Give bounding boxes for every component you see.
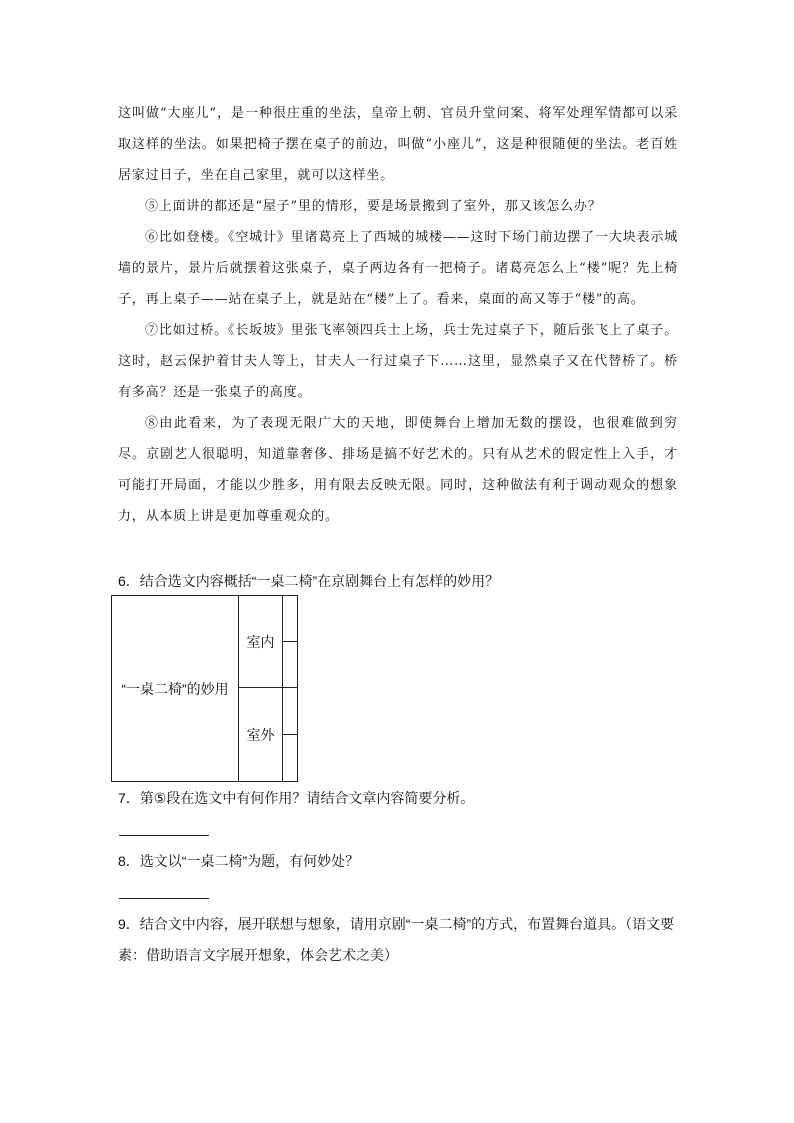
table-row-indoor-label: 室内: [246, 633, 275, 650]
question-6: [118, 566, 688, 597]
question-7: [118, 783, 688, 814]
passage-paragraph-8: ⑧由此看来，为了表现无限广大的天地，即使舞台上增加无数的摆设，也很难做到穷尽。京剧艺人很聪明，知道靠奢侈、排场是搞不好艺术的。只有从艺术的假定性上入手，才可能打开局面，才能以少胜多，用有限去反映无限。同时，这种做法有利于调动观众的想象力，从本质上讲是更加尊重观众的。: [118, 416, 678, 524]
question-9: [118, 909, 688, 971]
question-9-text: 9．结合文中内容，展开联想与想象，请用京剧“一桌二椅”的方式，布置舞台道具。（语文要素：借助语言文字展开想象，体会艺术之美）: [118, 916, 675, 963]
answer-line-7[interactable]: [119, 835, 209, 836]
question-7-text: 7．第⑤段在选文中有何作用？请结合文章内容简要分析。: [118, 790, 475, 806]
answer-blank-indoor-1[interactable]: [282, 595, 298, 642]
passage-paragraph-6: ⑥比如登楼。《空城计》里诸葛亮上了西城的城楼——这时下场门前边摆了一大块表示城墙的景片，景片后就摆着这张桌子，桌子两边各有一把椅子。诸葛亮怎么上“楼”呢？先上椅子，再上桌子——站在桌子上，就是站在“楼”上了。看来，桌面的高又等于“楼”的高。: [118, 230, 678, 307]
question-6-text: 6．结合选文内容概括“一桌二椅”在京剧舞台上有怎样的妙用？: [118, 573, 500, 589]
answer-blank-indoor-2[interactable]: [282, 641, 298, 688]
table-header-cell: [111, 595, 239, 782]
passage-paragraph-intro: 这叫做“大座儿”，是一种很庄重的坐法，皇帝上朝、官员升堂问案、将军处理军情都可以采取这样的坐法。如果把椅子摆在桌子的前边，叫做“小座儿”，这是种很随便的坐法。老百姓居家过日子，坐在自己家里，就可以这样坐。: [118, 106, 678, 183]
table-row-outdoor-label-cell: [238, 687, 283, 782]
passage-paragraph-5: ⑤上面讲的都还是“屋子”里的情形，要是场景搬到了室外，那又该怎么办？: [145, 199, 602, 214]
table-header-label: “一桌二椅”的妙用: [121, 680, 229, 697]
answer-blank-outdoor-2[interactable]: [282, 734, 298, 782]
answer-line-8[interactable]: [119, 898, 209, 899]
passage-paragraph-7: ⑦比如过桥。《长坂坡》里张飞率领四兵士上场，兵士先过桌子下，随后张飞上了桌子。这时，赵云保护着甘夫人等上，甘夫人一行过桌子下……这里，显然桌子又在代替桥了。桥有多高？还是一张桌子的高度。: [118, 323, 678, 400]
table-row-outdoor-label: 室外: [246, 726, 275, 743]
answer-table: [111, 595, 298, 782]
question-8-text: 8．选文以“一桌二椅”为题，有何妙处？: [118, 853, 360, 869]
passage: [118, 98, 678, 532]
question-8: [118, 846, 688, 877]
answer-blank-outdoor-1[interactable]: [282, 687, 298, 735]
table-row-indoor-label-cell: [238, 595, 283, 688]
